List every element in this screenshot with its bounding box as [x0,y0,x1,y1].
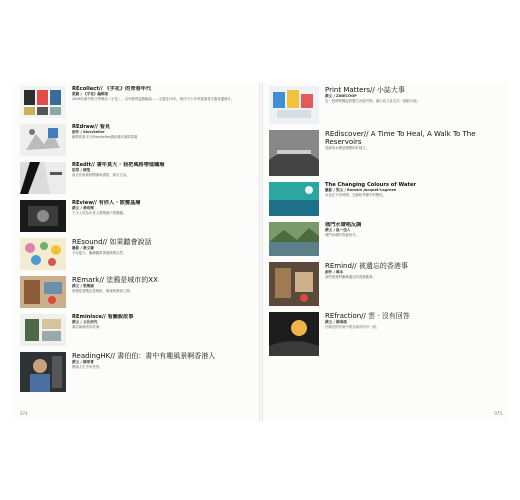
entry-shingmun [269,222,499,260]
thumb-remark [20,276,66,308]
entry-review [20,200,250,236]
entry-body: 水色在不同時間、光線和季節中的變化。 [325,193,387,198]
entry-redraw [20,124,250,160]
thumb-redraw [20,124,66,156]
entry-changing-colours [269,182,499,220]
entry-author: 策劃 / 《字花》編輯部 [72,92,109,97]
entry-remark [20,276,250,312]
entry-title: 城門水塘唱反調 [325,222,362,228]
entry-title: REedit// 書年莫大 · 我把風格帶進職場 [72,162,165,168]
entry-author: 攝影 / 黃文謙 [72,246,94,250]
entry-title: REdraw// 看見 [72,124,111,130]
entry-author: 撰文 / 陳寒菁 [72,360,94,364]
entry-body: 香港的水塘是療癒的好地方。 [325,146,370,150]
entry-author: 撰文 / 梁樂廉 [72,284,94,288]
entry-title: REcollect// 《字花》的青春年代 [72,86,152,92]
entry-title: REmind// 被遺忘的香港事 [325,262,408,270]
entry-body: 書店與讀者的故事。 [72,325,103,330]
entry-author: 撰文 / 區一佳人 [325,228,351,233]
entry-title: ReadingHK// 書伯伯：書中有趣風景啊香港人 [72,352,216,360]
entry-reminisce [20,314,250,350]
entry-body: 2006年創刊的文學雜誌《字花》，以年輕的姿態崛起……走過近15年，陪伴不少年青寫讀者走過青澀歲月。 [72,97,235,102]
entry-body: 城門水塘的春夏秋冬。 [325,233,359,238]
entry-author: 撰文 / 陳瑋榕 [325,320,347,324]
thumb-changing-colours [269,182,319,216]
entry-author: 攝影 / 梁文 / Romain Jacquet-Lagreze [325,188,397,193]
page-number: 075 [494,411,502,416]
entry-printmatters [269,86,499,128]
entry-author: 撰文 / ZINECOOP [325,94,357,98]
entry-body: 那些被我們漸漸遺忘的香港舊事。 [325,275,376,279]
thumb-readinghk [20,352,66,392]
entry-reedit [20,162,250,198]
entry-body: 今年夏天，繼續圓夢香港熱帶自然。 [72,251,127,255]
page-number: 074 [20,411,28,416]
entry-remind [269,262,499,310]
entry-title: REdiscover// A Time To Heal, A Walk To The Reservoirs [325,130,476,146]
entry-refraction [269,312,499,360]
entry-recollect [20,86,250,122]
left-page [14,82,259,422]
entry-title: REsound// 如果聽會說話 [72,238,152,246]
thumb-reminisce [20,314,66,346]
entry-body: 塗鴉是建築也是藝術，街頭與藝術之間。 [72,289,134,293]
thumb-review [20,200,66,232]
entry-body: 網路故事平台Storyteller總結城市讀寫現場 [72,135,138,140]
entry-rediscover [269,130,499,180]
thumb-remind [269,262,319,306]
entry-body: 真正有意義的閱讀與書寫，源自生活。 [72,173,130,178]
entry-author: 訪問 / 陳瑩 [72,168,91,173]
entry-body: 不少人認為年青人對閱讀不感興趣。 [72,211,127,216]
entry-author: 創作 / 韓本 [325,270,344,274]
thumb-recollect [20,86,66,118]
entry-title: REminisce// 看圖說故事 [72,314,134,320]
entry-author: 撰文 / 黃明樂 [72,206,94,211]
entry-title: The Changing Colours of Water [325,182,417,188]
entry-title: REmark// 塗鴉是城市的XX [72,276,158,284]
entry-author: 創作 / Storyteller [72,130,105,135]
entry-body: 閱讀人生中的美景。 [72,365,103,369]
thumb-shingmun [269,222,319,256]
entry-readinghk [20,352,250,396]
book-spread [14,82,508,422]
thumb-refraction [269,312,319,356]
thumb-resound [20,238,66,270]
thumb-rediscover [269,130,319,176]
thumb-printmatters [269,86,319,124]
entry-body: 在陽光的折射中看見城市的另一面。 [325,325,380,329]
right-page [263,82,508,422]
entry-title: REfraction// 雲 · 沒有回答 [325,312,410,320]
entry-author: 撰文 / 文化研究 [72,320,98,325]
thumb-reedit [20,162,66,194]
entry-resound [20,238,250,274]
entry-title: Print Matters// 小誌大事 [325,86,405,94]
entry-title: REview// 有你人 · 散髮基層 [72,200,141,206]
entry-body: 近一段時間興起的獨立出版刊物，讓小誌文化走出一個新天地。 [325,99,420,103]
